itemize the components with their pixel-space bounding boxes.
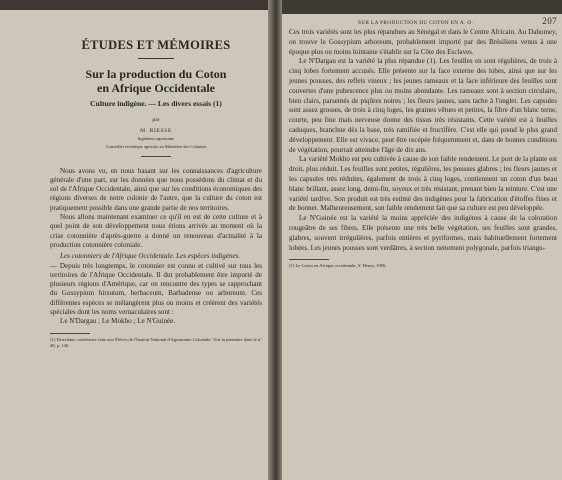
by-line: par [152, 117, 160, 123]
paragraph: Le N'Dargau est la variété la plus répandue (1). Les feuilles en sont régulières, de trois à cinq lobes fortement accusés. Elle présente sur la face externe des lobes, ainsi que sur les jeunes pousses, des reflets vineux ; les jeunes rameaux et la face inférieure des feuilles sont couvertes d'une pubescence plus ou moins abondante. Les rameaux sont à section circulaire, bien clairs, parsemés de piqûres noires ; les fleurs jaunes, sans tache à l'onglet. Les capsules sont assez grosses, de trois à cinq loges, les graines vêtues et petites, la fibre d'un blanc terne, courte, peu fine mais nerveuse donne des tissus très résistants. Cette variété est à feuilles caduques, branchue dès la base, très ramifiée et fructifère. C'est elle qui prend le plus grand développement. Elle est vivace, peut être recépée fréquemment et, dans de bonnes conditions de végétation, pourrait atteindre l'âge de dix ans. [289, 57, 557, 154]
varieties-line: Le N'Dargau ; Le Mokho ; Le N'Guinée. [60, 317, 176, 326]
footnote-rule [50, 333, 90, 334]
byline-rule [141, 156, 171, 157]
paragraph: Le N'Guinée est la variété la moins appréciée des indigènes à cause de la coloration rougeâtre de ses fibres. Elle présente une très belle végétation, ses feuilles sont grandes, glabres, souvent irrégulières, parfois entières et pyriformes, mais habituellement fortement lobées. Les jeunes pousses sont verdâtres, à section nettement polygonale, parfois triangu- [289, 214, 557, 252]
article-title-line2: en Afrique Occidentale [97, 81, 215, 95]
right-page [277, 14, 562, 480]
italic-heading: Les cotonniers de l'Afrique Occidentale. Les espèces indigènes. [60, 252, 241, 261]
author-name: M. RIESSE [140, 128, 172, 134]
left-page [0, 10, 272, 480]
section-heading: ÉTUDES ET MÉMOIRES [81, 38, 231, 52]
article-subtitle: Culture indigène. — Les divers essais (1) [90, 99, 222, 108]
book-gutter [268, 0, 282, 480]
right-page-content [289, 16, 557, 269]
page-number: 207 [542, 16, 557, 26]
author-role: Ingénieur agronome [137, 136, 175, 141]
paragraph: Nous avons vu, en nous basant sur les connaissances d'agriculture générale d'une part, sur les données que nous possédons du climat et du sol de l'Afrique Occidentale, ainsi que sur les conditions économiques des régions diverses de notre colonie de l'autre, que la culture du coton est pratiquement possible dans une grande partie de nos territoires. [50, 166, 262, 212]
article-title-line1: Sur la production du Coton [85, 67, 227, 81]
footnote: (1) Deuxième conférence faite aux Élèves de l'Institut National d'Agronomie Coloniale. Voir la première dans le n° 48, p. 146. [50, 336, 262, 348]
article-body [50, 167, 262, 327]
paragraph: Nous allons maintenant examiner ce qu'il en est de cette culture et à quel point de son développement nous étions arrivés au moment où la crise cotonnière d'après-guerre a donné un renouveau d'actualité à la production cotonnière coloniale. [50, 213, 262, 249]
paragraph: Ces trois variétés sont les plus répandues au Sénégal et dans le Centre Africain. Au Dahomey, on trouve le Gossypium arboreum, probablement importé par des Brésiliens venus à une époque plus ou moins lointaine s'établir sur la Côte des Esclaves. [289, 28, 557, 56]
author-role-detail: Conseiller technique agricole au Ministère des Colonies [105, 143, 207, 149]
left-page-content [50, 38, 262, 349]
paragraph: — Depuis très longtemps, le cotonnier est connu et cultivé sur tous les territoires de l'Afrique Occidentale. Il dut probablement être importé de plusieurs régions d'Amérique, car on rencontre des types se rapprochant du Gossypium hirsutum, herbaceum, Barbadense ou arboreum. Ces différentes espèces se mélangèrent plus ou moins et créèrent des variétés spéciales dont les noms vernaculaires sont : [50, 261, 262, 317]
article-body-continued [289, 28, 557, 253]
footnote: (1) Le Coton en Afrique occidentale, Y. Henry, 1906. [289, 263, 387, 269]
footnote-rule [289, 259, 329, 260]
heading-rule [138, 58, 174, 59]
running-header [289, 16, 557, 28]
running-head: SUR LA PRODUCTION DU COTON EN A. O. [358, 20, 474, 26]
paragraph: La variété Mokho est peu cultivée à cause de son faible rendement. Le port de la plante est droit, plus réduit. Les feuilles sont petites, régulières, les pousses glabres ; les fleurs jaunes et les capsules très réduites, également de trois à cinq loges, contiennent un coton d'un beau blanc brillant, assez long, demi-fin, soyeux et très résistant, prenant bien la teinture. C'est une variété tardive. Son produit est très estimé des indigènes pour la fabrication d'étoffes fines et de bonnet. Malheureusement, son faible rendement fait que sa culture est peu développée. [289, 155, 557, 213]
